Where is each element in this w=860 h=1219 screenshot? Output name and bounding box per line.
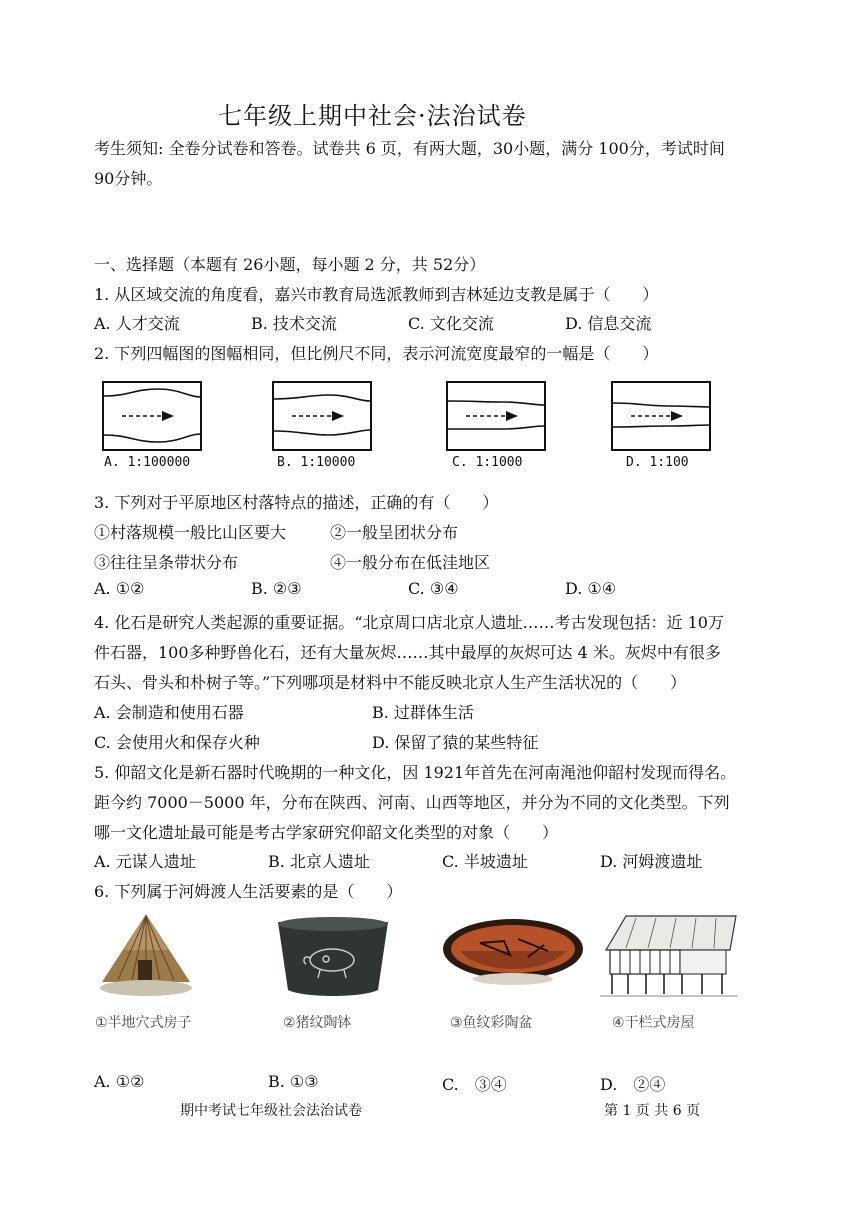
q3-statement-4: ④一般分布在低洼地区 bbox=[330, 553, 491, 572]
q1-option-d: D. 信息交流 bbox=[565, 314, 652, 333]
footer-title: 期中考试七年级社会法治试卷 bbox=[180, 1103, 362, 1119]
q6-option-b: B. ①③ bbox=[268, 1072, 319, 1091]
q6-option-c: C. ③④ bbox=[442, 1075, 507, 1094]
notice-line-1: 考生须知: 全卷分试卷和答卷。试卷共 6 页，有两大题，30小题，满分 100分，考试时间 bbox=[94, 139, 725, 158]
q6-option-d: D. ②④ bbox=[600, 1075, 666, 1094]
q3-option-a: A. ①② bbox=[94, 579, 145, 598]
question-4-line-2: 件石器，100多种野兽化石，还有大量灰烬……其中最厚的灰烬可达 4 米。灰烬中有很多 bbox=[94, 643, 721, 662]
river-map-d bbox=[611, 381, 711, 451]
question-2-stem: 2. 下列四幅图的图幅相同，但比例尺不同，表示河流宽度最窄的一幅是（ ） bbox=[94, 344, 659, 363]
caption-pig-bowl: ②猪纹陶钵 bbox=[283, 1015, 352, 1031]
map-b-label: B. 1:10000 bbox=[277, 455, 356, 470]
q3-statement-3: ③往往呈条带状分布 bbox=[94, 553, 239, 572]
question-4-line-3: 石头、骨头和朴树子等。”下列哪项是材料中不能反映北京人生产生活状况的（ ） bbox=[94, 673, 687, 692]
question-5-line-2: 距今约 7000－5000 年，分布在陕西、河南、山西等地区，并分为不同的文化类型。下列 bbox=[94, 793, 730, 812]
q4-option-b: B. 过群体生活 bbox=[372, 703, 474, 722]
river-map-c bbox=[446, 381, 546, 451]
section-heading: 一、选择题（本题有 26小题，每小题 2 分，共 52分） bbox=[94, 255, 486, 274]
q1-option-a: A. 人才交流 bbox=[94, 314, 180, 333]
question-5-line-1: 5. 仰韶文化是新石器时代晚期的一种文化，因 1921年首先在河南渑池仰韶村发现而得名。 bbox=[94, 763, 737, 782]
stilt-house-image bbox=[596, 910, 742, 1002]
q5-option-c: C. 半坡遗址 bbox=[442, 852, 528, 871]
q5-option-d: D. 河姆渡遗址 bbox=[600, 852, 703, 871]
q3-option-d: D. ①④ bbox=[565, 579, 617, 598]
question-4-line-1: 4. 化石是研究人类起源的重要证据。“北京周口店北京人遗址……考古发现包括：近 10万 bbox=[94, 613, 724, 632]
pig-pattern-bowl-image bbox=[272, 912, 394, 1000]
map-a-label: A. 1:100000 bbox=[104, 455, 191, 470]
page-title: 七年级上期中社会·法治试卷 bbox=[218, 102, 527, 130]
semi-subterranean-house-image bbox=[98, 910, 194, 1002]
map-c-label: C. 1:1000 bbox=[452, 455, 523, 470]
river-map-a bbox=[102, 381, 202, 451]
q1-option-b: B. 技术交流 bbox=[251, 314, 337, 333]
question-1-stem: 1. 从区域交流的角度看，嘉兴市教育局选派教师到吉林延边支教是属于（ ） bbox=[94, 285, 659, 304]
question-5-line-3: 哪一文化遗址最可能是考古学家研究仰韶文化类型的对象（ ） bbox=[94, 823, 559, 842]
map-d-label: D. 1:100 bbox=[626, 455, 689, 470]
caption-fish-basin: ③鱼纹彩陶盆 bbox=[450, 1015, 533, 1031]
q3-option-b: B. ②③ bbox=[251, 579, 302, 598]
notice-line-2: 90分钟。 bbox=[94, 169, 163, 188]
q1-option-c: C. 文化交流 bbox=[408, 314, 494, 333]
q3-statement-2: ②一般呈团状分布 bbox=[330, 523, 459, 542]
river-map-b bbox=[272, 381, 372, 451]
q4-option-a: A. 会制造和使用石器 bbox=[94, 703, 244, 722]
q5-option-b: B. 北京人遗址 bbox=[268, 852, 370, 871]
q6-option-a: A. ①② bbox=[94, 1072, 145, 1091]
question-6-stem: 6. 下列属于河姆渡人生活要素的是（ ） bbox=[94, 882, 403, 901]
question-3-stem: 3. 下列对于平原地区村落特点的描述，正确的有（ ） bbox=[94, 493, 499, 512]
q4-option-d: D. 保留了猿的某些特征 bbox=[372, 733, 539, 752]
caption-stilt-house: ④干栏式房屋 bbox=[612, 1015, 695, 1031]
q5-option-a: A. 元谋人遗址 bbox=[94, 852, 196, 871]
caption-house: ①半地穴式房子 bbox=[95, 1015, 192, 1031]
fish-pattern-basin-image bbox=[440, 915, 586, 995]
page-number: 第 1 页 共 6 页 bbox=[604, 1103, 701, 1119]
q3-statement-1: ①村落规模一般比山区要大 bbox=[94, 523, 287, 542]
q3-option-c: C. ③④ bbox=[408, 579, 459, 598]
q4-option-c: C. 会使用火和保存火种 bbox=[94, 733, 260, 752]
